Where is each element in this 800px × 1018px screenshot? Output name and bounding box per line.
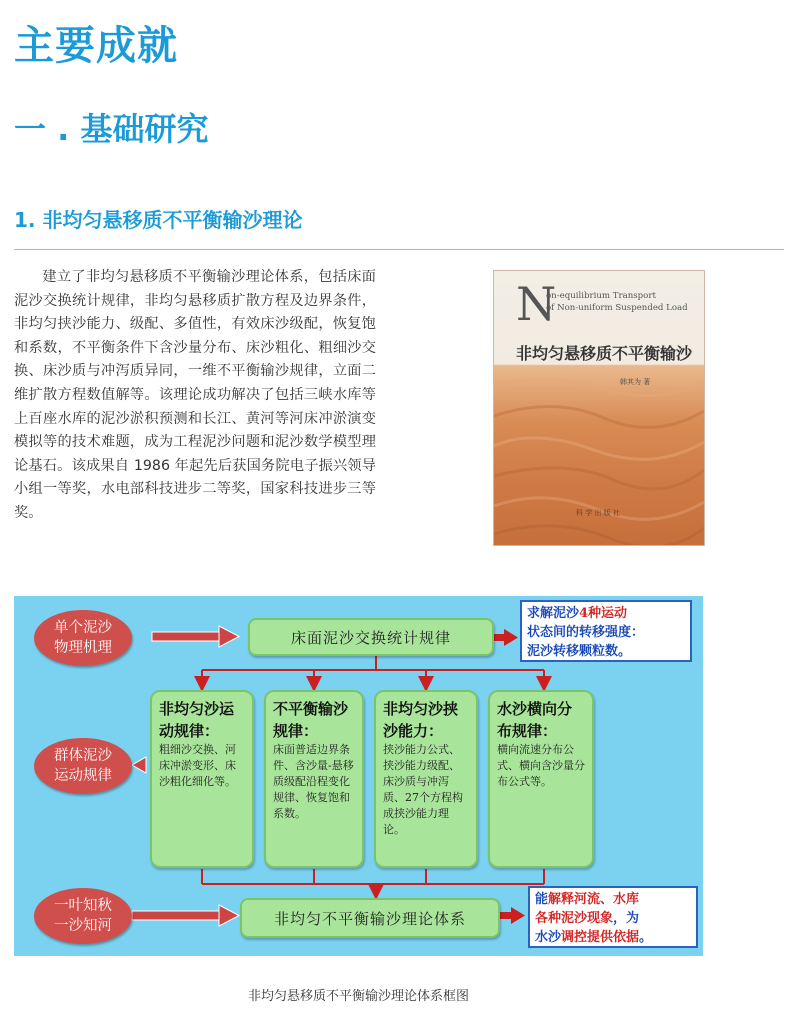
bottom-box-theory-system: 非均匀不平衡输沙理论体系 <box>240 898 500 938</box>
book-cover-image <box>494 271 704 545</box>
column-title: 非均匀沙运动规律： <box>159 700 235 740</box>
book-english-title-2: of Non-uniform Suspended Load <box>546 303 688 313</box>
oval-insight: 一叶知秋 一沙知河 <box>34 888 132 944</box>
column-body: 挟沙能力公式、挟沙能力级配、床沙质与冲泻质、27个方程构成挟沙能力理论。 <box>383 743 463 836</box>
top-note <box>520 600 692 662</box>
bottom-note-highlight-2: 各种泥沙现象 <box>535 911 614 926</box>
top-note-text-1: 求解泥沙 <box>527 606 580 621</box>
subsection-heading: 1. 非均匀悬移质不平衡输沙理论 <box>14 208 303 232</box>
section-heading: 一 . 基础研究 <box>14 110 209 148</box>
bottom-note-highlight-1: 解释河流、水库 <box>548 892 640 907</box>
oval-group-motion: 群体泥沙 运动规律 <box>34 738 132 794</box>
bottom-note-text-2: ，为 <box>613 911 640 926</box>
book-author: 韩其为 著 <box>620 378 651 386</box>
top-note-text-3: 泥沙转移颗粒数。 <box>527 644 632 659</box>
heading-divider <box>14 249 784 250</box>
column-body: 床面普适边界条件、含沙量-悬移质级配沿程变化规律、恢复饱和系数。 <box>273 743 354 820</box>
theory-framework-diagram <box>14 596 703 956</box>
figure-caption: 非均匀悬移质不平衡输沙理论体系框图 <box>247 989 469 1004</box>
top-note-text-2: 状态间的转移强度： <box>527 625 645 640</box>
column-body: 横向流速分布公式、横向含沙量分布公式等。 <box>497 743 585 788</box>
column-title: 不平衡输沙规律： <box>273 700 349 740</box>
note-arrow-top <box>490 629 518 646</box>
body-paragraph: 建立了非均匀悬移质不平衡输沙理论体系，包括床面泥沙交换统计规律，非均匀悬移质扩散方程及边界条件，非均匀挟沙能力、级配、多值性，有效床沙级配，恢复饱和系数，不平衡条件下含沙量分布、床沙粗化、粗细沙交换、床沙质与冲泻质异同，一维不平衡输沙规律，立面二维扩散方程数值解等。该理论成功解决了包括三峡水库等上百座水库的泥沙淤积预测和长江、黄河等河床冲淤演变模拟等的技术难题，成为工程泥沙问题和泥沙数学模型理论基石。该成果自 1986 年起先后获国务院电子振兴领导小组一等奖，水电部科技进步二等奖，国家科技进步三等奖。 <box>14 269 376 521</box>
column-lateral-distribution <box>488 690 594 868</box>
bottom-note-text-3: 水沙 <box>535 930 562 945</box>
bottom-note-text-1: 能 <box>535 892 549 907</box>
sand-dune-pattern <box>494 366 704 545</box>
bottom-note <box>528 886 698 948</box>
oval-arrow-bottom <box>132 905 239 926</box>
column-nonequilibrium <box>264 690 364 868</box>
book-chinese-title: 非均匀悬移质不平衡输沙 <box>516 344 693 363</box>
book-initial-letter: N <box>516 277 557 331</box>
top-box-exchange-law: 床面泥沙交换统计规律 <box>248 618 494 656</box>
column-body: 粗细沙交换、河床冲淤变形、床沙粗化细化等。 <box>159 743 236 788</box>
column-nonuniform-motion <box>150 690 254 868</box>
oval-arrow-middle <box>132 757 146 773</box>
oval-arrow-top <box>152 626 239 647</box>
bottom-note-text-4: 。 <box>639 930 653 945</box>
column-carrying-capacity <box>374 690 478 868</box>
bottom-note-highlight-3: 调控提供依据 <box>561 930 640 945</box>
oval-single-particle: 单个泥沙 物理机理 <box>34 610 132 666</box>
book-english-title-1: on-equilibrium Transport <box>546 291 656 301</box>
book-publisher: 科 学 出 版 社 <box>576 509 620 517</box>
column-title: 非均匀沙挟沙能力： <box>383 700 459 740</box>
page-title: 主要成就 <box>14 23 178 69</box>
note-arrow-bottom <box>497 907 525 924</box>
column-title: 水沙横向分布规律： <box>497 700 573 740</box>
top-note-highlight: 4种运动 <box>579 606 628 621</box>
